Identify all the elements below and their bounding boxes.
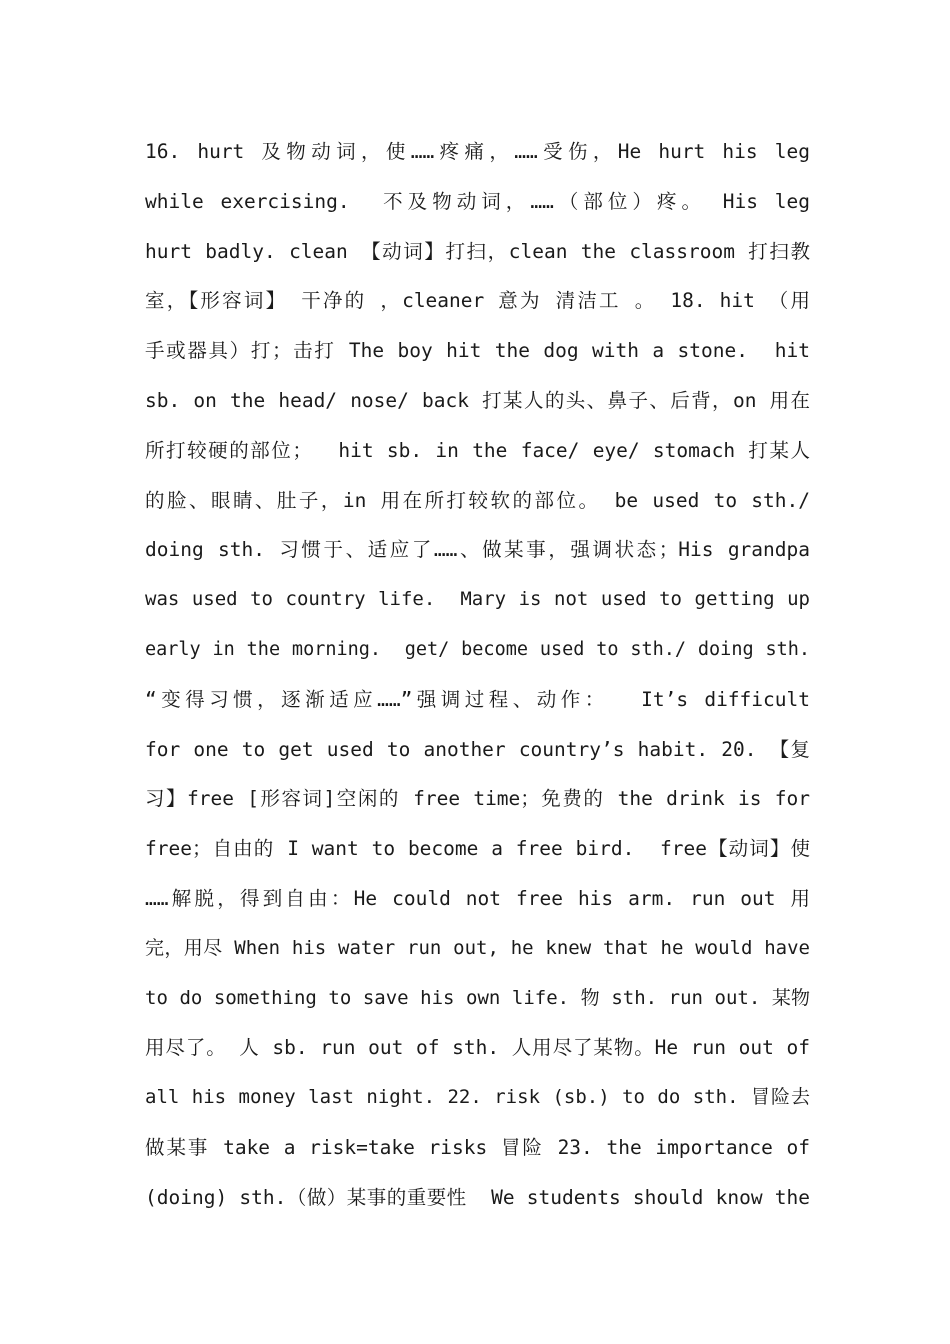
text-line-17: 完，用尽 When his water run out, he knew that he would have bbox=[145, 936, 810, 959]
text-line-15: free；自由的 I want to become a free bird. free【动词】使 bbox=[145, 837, 810, 861]
text-line-5: 手或器具）打；击打 The boy hit the dog with a stone. hit bbox=[145, 339, 810, 363]
text-line-8: 的脸、眼睛、肚子，in 用在所打较软的部位。 be used to sth./ bbox=[145, 488, 810, 512]
text-line-13: for one to get used to another country’s habit. 20. 【复 bbox=[145, 737, 810, 761]
text-line-6: sb. on the head/ nose/ back 打某人的头、鼻子、后背，on 用在 bbox=[145, 388, 810, 412]
text-line-19: 用尽了。 人 sb. run out of sth. 人用尽了某物。He run out of bbox=[145, 1036, 810, 1060]
text-line-9: doing sth. 习惯于、适应了……、做某事，强调状态；His grandpa bbox=[145, 538, 810, 562]
document-body bbox=[145, 127, 810, 1223]
text-line-22: (doing) sth.（做）某事的重要性 We students should know the bbox=[145, 1185, 810, 1209]
text-line-3: hurt badly. clean 【动词】打扫，clean the classroom 打扫教 bbox=[145, 239, 810, 263]
text-line-16: ……解脱，得到自由：He could not free his arm. run out 用 bbox=[145, 886, 810, 910]
text-line-4: 室，【形容词】 干净的 ，cleaner 意为 清洁工 。 18. hit （用 bbox=[145, 289, 810, 313]
text-line-11: early in the morning. get/ become used to sth./ doing sth. bbox=[145, 638, 810, 660]
text-line-7: 所打较硬的部位； hit sb. in the face/ eye/ stomach 打某人 bbox=[145, 438, 810, 462]
text-line-14: 习】free [形容词]空闲的 free time；免费的 the drink is for bbox=[145, 787, 810, 811]
text-line-18: to do something to save his own life. 物 sth. run out. 某物 bbox=[145, 986, 810, 1009]
text-line-2: while exercising. 不及物动词，……（部位）疼。 His leg bbox=[145, 189, 810, 213]
text-line-10: was used to country life. Mary is not used to getting up bbox=[145, 588, 810, 611]
text-line-20: all his money last night. 22. risk (sb.) to do sth. 冒险去 bbox=[145, 1086, 810, 1109]
text-line-21: 做某事 take a risk=take risks 冒险 23. the importance of bbox=[145, 1135, 810, 1159]
text-line-12: “变得习惯，逐渐适应……”强调过程、动作： It’s difficult bbox=[145, 687, 810, 711]
text-line-1: 16. hurt 及物动词，使……疼痛，……受伤，He hurt his leg bbox=[145, 140, 810, 163]
